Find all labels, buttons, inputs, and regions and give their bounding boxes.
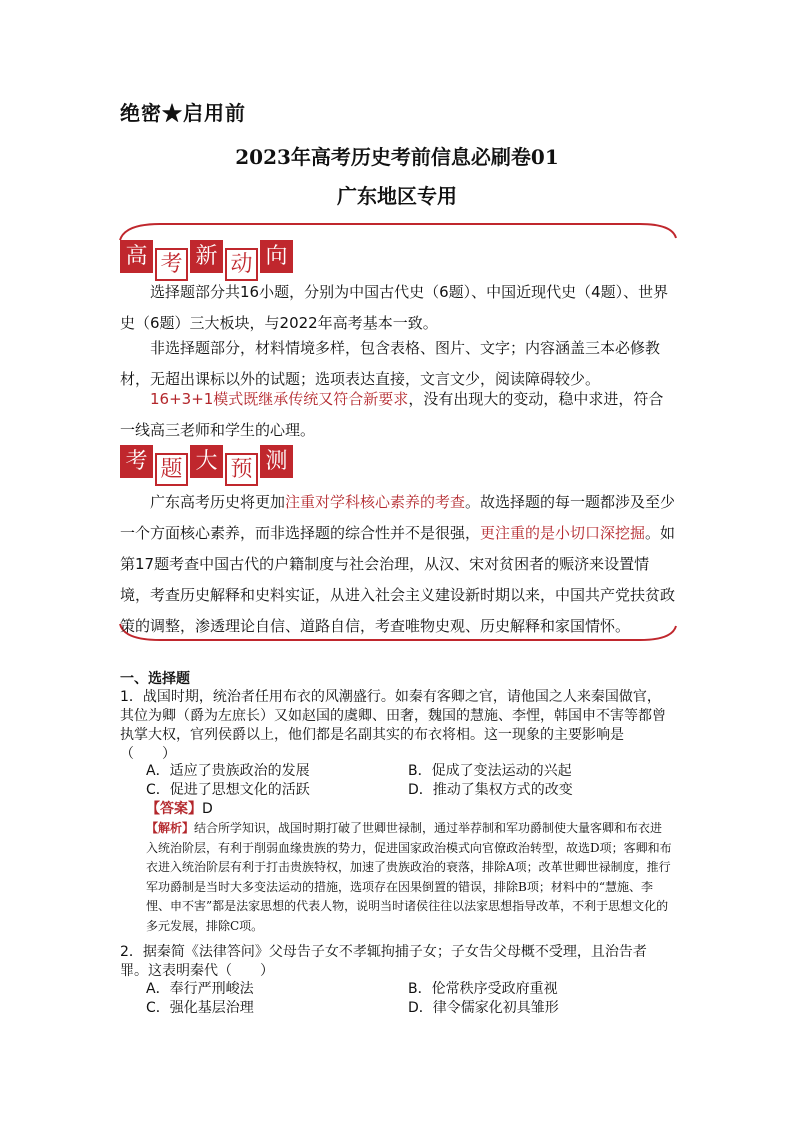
- confidential-label: 绝密★启用前: [120, 101, 246, 125]
- paragraph-prediction: [120, 487, 676, 642]
- badge-char: 测: [260, 445, 293, 478]
- section-badge-predictions: [120, 445, 295, 486]
- paragraph-text: 。故选择题的每一题都涉及至少一个方面核心素养，而非选择题的综合性并不是很强，: [120, 493, 676, 542]
- paragraph-text: 广东高考历史将更加: [150, 493, 286, 511]
- question-1-option-b: B．促成了变法运动的兴起: [408, 763, 572, 779]
- paragraph-non-choice: 非选择题部分，材料情境多样，包含表格、图片、文字；内容涵盖三本必修教材，无超出课标以外的试题；选项表达直接，文言文少，阅读障碍较少。: [120, 339, 661, 388]
- paragraph-model: [120, 384, 676, 446]
- highlight-text: 更注重的是小切口深挖掘: [480, 524, 646, 542]
- analysis-text: 结合所学知识，战国时期打破了世卿世禄制，通过举荐制和军功爵制使大量客卿和布衣进入统治阶层，有利于削弱血缘贵族的势力，促进国家政治模式向官僚政治转型，故选D项；客卿和布衣进入统治阶层有利于打击贵族特权，加速了贵族政治的衰落，排除A项；改革世卿世禄制度，推行军功爵制是当时大多变法运动的措施，选项存在因果倒置的错误，排除B项；材料中的“慧施、李悝、申不害”都是法家思想的代表人物，说明当时诸侯往往以法家思想指导改革，不利于思想文化的多元发展，排除C项。: [146, 821, 672, 933]
- badge-char: 预: [225, 453, 258, 486]
- highlight-text: 16+3+1模式既继承传统又符合新要求: [150, 390, 409, 408]
- badge-char: 题: [155, 453, 188, 486]
- highlight-text: 注重对学科核心素养的考查: [285, 493, 466, 511]
- paragraph-text: ，没有出现大的变动，稳中求进，符合一线高三老师和学生的心理。: [120, 390, 664, 439]
- badge-char: 考: [120, 445, 153, 478]
- question-2-option-d: D．律令儒家化初具雏形: [408, 1000, 559, 1016]
- paragraph-text: 。如第17题考查中国古代的户籍制度与社会治理，从汉、宋对贫困者的赈济来设置情境，考查历史解释和史料实证，从进入社会主义建设新时期以来，中国共产党扶贫政策的调整，渗透理论自信、道路自信，考查唯物史观、历史解释和家国情怀。: [120, 524, 676, 635]
- badge-char: 动: [225, 248, 258, 281]
- question-2-option-b: B．伦常秩序受政府重视: [408, 981, 558, 997]
- question-1-option-c: C．促进了思想文化的活跃: [146, 782, 310, 798]
- badge-char: 新: [190, 240, 223, 273]
- question-1-option-a: A．适应了贵族政治的发展: [146, 763, 310, 779]
- badge-char: 向: [260, 240, 293, 273]
- paragraph-multiple-choice: 选择题部分共16小题，分别为中国古代史（6题）、中国近现代史（4题）、世界史（6题）三大板块，与2022年高考基本一致。: [120, 283, 669, 332]
- answer-value: D: [202, 801, 213, 817]
- answer-tag: 【答案】: [146, 801, 202, 817]
- badge-char: 考: [155, 248, 188, 281]
- question-1-analysis: [146, 819, 672, 936]
- question-1-option-d: D．推动了集权方式的改变: [408, 782, 573, 798]
- analysis-tag: 【解析】: [146, 821, 195, 835]
- section-badge-new-trends: [120, 240, 295, 281]
- paper-title: 2023年高考历史考前信息必刷卷01: [235, 145, 559, 169]
- question-1-answer: [146, 800, 213, 819]
- section-heading: 一、选择题: [120, 671, 190, 687]
- badge-char: 高: [120, 240, 153, 273]
- paper-subtitle: 广东地区专用: [337, 184, 457, 208]
- question-2-stem: 2．据秦简《法律答问》父母告子女不孝辄拘捕子女；子女告父母概不受理，且治告者罪。这表明秦代（ ）: [120, 944, 647, 979]
- question-1-stem: 1．战国时期，统治者任用布衣的风潮盛行。如秦有客卿之官，请他国之人来秦国做官，其位为卿（爵为左庶长）又如赵国的虞卿、田奢，魏国的慧施、李悝，韩国申不害等都曾执掌大权，官列侯爵以上，他们都是名副其实的布衣将相。这一现象的主要影响是（ ）: [120, 689, 666, 762]
- question-2-option-c: C．强化基层治理: [146, 1000, 254, 1016]
- badge-char: 大: [190, 445, 223, 478]
- question-2-option-a: A．奉行严刑峻法: [146, 981, 254, 997]
